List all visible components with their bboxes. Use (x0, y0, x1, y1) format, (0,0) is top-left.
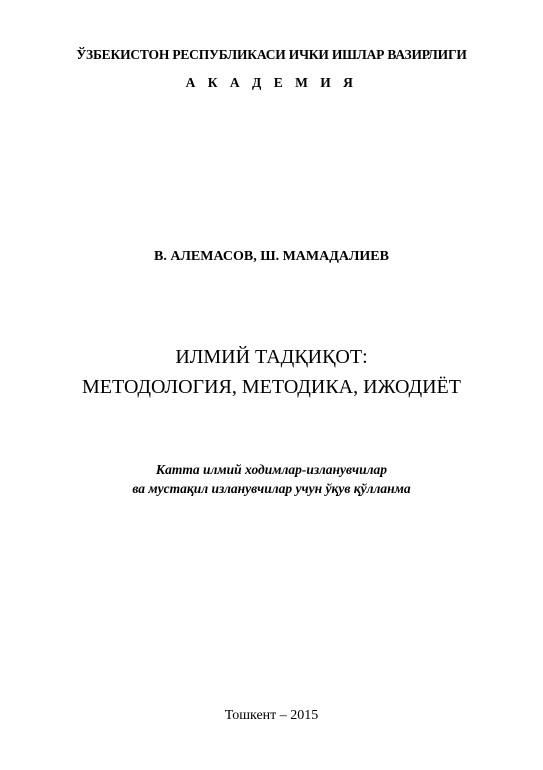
book-title-line-1: ИЛМИЙ ТАДҚИҚОТ: (175, 346, 368, 368)
authors: В. АЛЕМАСОВ, Ш. МАМАДАЛИЕВ (154, 249, 389, 264)
publication-place-year: Тошкент – 2015 (224, 708, 319, 723)
book-subtitle-line-2: ва мустақил изланувчилар учун ўқув қўлланма (132, 481, 411, 496)
book-title-line-2: МЕТОДОЛОГИЯ, МЕТОДИКА, ИЖОДИЁТ (82, 376, 461, 398)
academy-name: А К А Д Е М И Я (185, 75, 358, 90)
book-subtitle-line-1: Катта илмий ходимлар-изланувчилар (155, 462, 388, 477)
ministry-name: ЎЗБЕКИСТОН РЕСПУБЛИКАСИ ИЧКИ ИШЛАР ВАЗИРЛИГИ (76, 47, 467, 62)
